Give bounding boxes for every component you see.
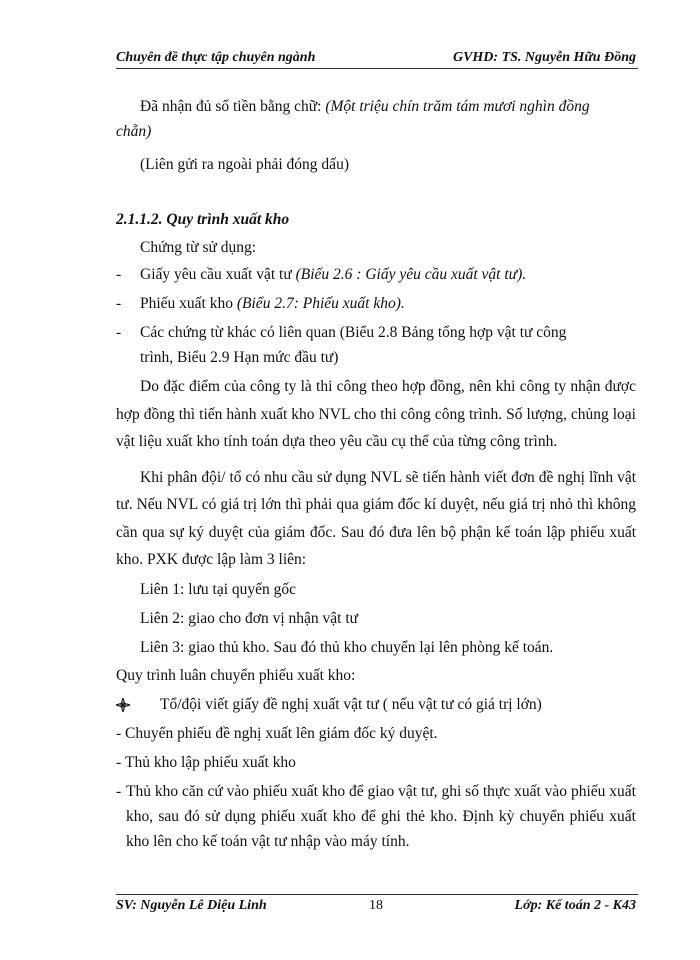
copy-3: Liên 3: giao thủ kho. Sau đó thủ kho chuyển lại lên phòng kế toán. [140, 638, 554, 656]
footer-rule [116, 894, 638, 895]
header-rule [116, 68, 638, 69]
copy-1: Liên 1: lưu tại quyển gốc [140, 580, 297, 598]
header-supervisor: GVHD: TS. Nguyễn Hữu Đồng [452, 50, 636, 65]
bullet1-ref: (Biểu 2.6 : Giấy yêu cầu xuất vật tư). [295, 266, 527, 283]
bullet-item: - Các chứng từ khác có liên quan (Biểu 2.8 Bảng tổng hợp vật tư công trình, Biểu 2.9 Hạn mức đầu tư) [116, 324, 567, 366]
flow-step-3: - Thủ kho lập phiếu xuất kho [116, 753, 296, 771]
bullet2-text: Phiếu xuất kho [140, 295, 237, 312]
flow-step-2: - Chuyển phiếu đề nghị xuất lên giám đốc ký duyệt. [116, 724, 438, 742]
paragraph-1: Do đặc điểm của công ty là thi công theo hợp đồng, nên khi công ty nhận được hợp đồng thì tiến hành xuất kho NVL cho thi công công trình. Số lượng, chủng loại vật liệu xuất kho tính toán dựa theo yêu cầu cụ thể của từng công trình. [116, 378, 636, 450]
flow-step-2-text: Chuyển phiếu đề nghị xuất lên giám đốc ký duyệt. [125, 724, 438, 742]
flow-title: Quy trình luân chuyển phiếu xuất kho: [116, 666, 356, 684]
bullet3-line1: Các chứng từ khác có liên quan (Biểu 2.8 Bảng tổng hợp vật tư công [140, 324, 567, 341]
amount-label: Đã nhận đủ số tiền bằng chữ: [140, 98, 326, 115]
copy-note: (Liên gửi ra ngoài phải đóng dấu) [140, 156, 349, 173]
header-course-title: Chuyên đề thực tập chuyên ngành [116, 50, 316, 65]
flow-step-1-text: Tổ/đội viết giấy đề nghị xuất vật tư ( nếu vật tư có giá trị lớn) [160, 695, 542, 713]
bullet2-ref: (Biểu 2.7: Phiếu xuất kho). [236, 295, 405, 312]
footer-student: SV: Nguyễn Lê Diệu Linh [116, 898, 267, 913]
flow-step-1 [116, 692, 636, 717]
diamond-bullet-icon [116, 698, 130, 712]
copy-2: Liên 2: giao cho đơn vị nhận vật tư [140, 609, 359, 627]
section-title: 2.1.1.2. Quy trình xuất kho [116, 211, 290, 228]
bullet-item: - Giấy yêu cầu xuất vật tư (Biểu 2.6 : Giấy yêu cầu xuất vật tư). [116, 266, 527, 283]
docs-used-label: Chứng từ sử dụng: [140, 239, 257, 256]
footer-class: Lớp: Kế toán 2 - K43 [514, 898, 636, 913]
flow-step-3-text: Thủ kho lập phiếu xuất kho [125, 753, 296, 771]
amount-words-cont: chẵn) [116, 123, 152, 140]
bullet1-text: Giấy yêu cầu xuất vật tư [140, 266, 296, 283]
amount-words: (Một triệu chín trăm tám mươi nghìn đồng [325, 98, 590, 115]
page-number: 18 [369, 898, 383, 913]
flow-step-4-text: Thủ kho căn cứ vào phiếu xuất kho để giao vật tư, ghi số thực xuất vào phiếu xuất kho, sau đó sử dụng phiếu xuất kho để ghi thẻ kho. Định kỳ chuyển phiếu xuất kho lên cho kế toán vật tư nhập vào máy tính. [126, 782, 636, 850]
paragraph-2: Khi phân đội/ tổ có nhu cầu sử dụng NVL sẽ tiến hành viết đơn đề nghị lĩnh vật tư. Nếu NVL có giá trị lớn thì phải qua giám đốc kí duyệt, nếu giá trị nhỏ thì không cần qua sự ký duyệt của giám đốc. Sau đó đưa lên bộ phận kế toán lập phiếu xuất kho. PXK được lập làm 3 liên: [116, 468, 636, 568]
page-body [116, 94, 636, 854]
amount-line [116, 94, 636, 119]
bullet3-line2: trình, Biểu 2.9 Hạn mức đầu tư) [140, 349, 339, 366]
flow-step-4: - Thủ kho căn cứ vào phiếu xuất kho để giao vật tư, ghi số thực xuất vào phiếu xuất kho, sau đó sử dụng phiếu xuất kho để ghi thẻ kho. Định kỳ chuyển phiếu xuất kho lên cho kế toán vật tư nhập vào máy tính. [116, 782, 636, 850]
bullet-item: - Phiếu xuất kho (Biểu 2.7: Phiếu xuất kho). [116, 295, 405, 312]
